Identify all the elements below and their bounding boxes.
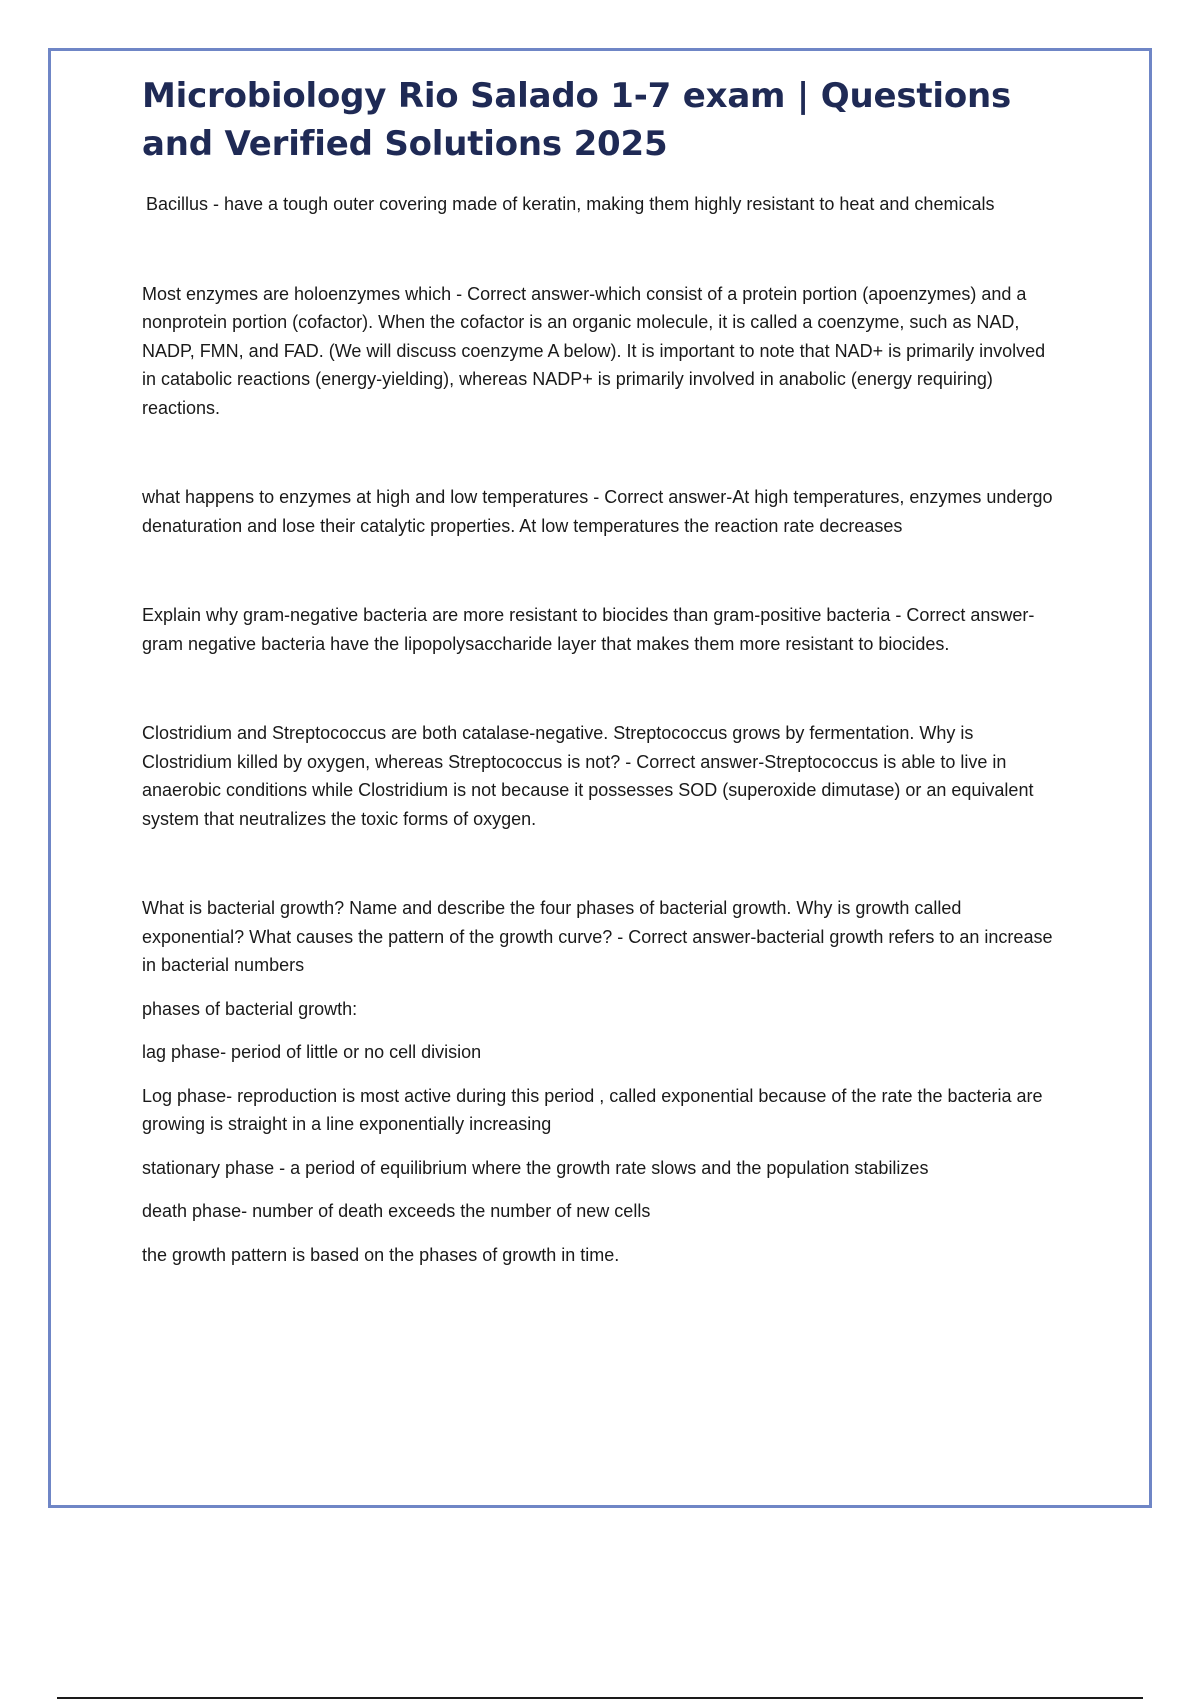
- qa-entry-gram-negative-biocides: Explain why gram-negative bacteria are more resistant to biocides than gram-positive bacteria - Correct answer-gram negative bacteria have the lipopolysaccharide layer that makes them more resistant to biocides.: [142, 605, 1035, 654]
- document-title: Microbiology Rio Salado 1-7 exam | Questions and Verified Solutions 2025: [142, 76, 1012, 164]
- qa-entry-enzyme-temperatures: what happens to enzymes at high and low temperatures - Correct answer-At high temperatures, enzymes undergo denaturation and lose their catalytic properties. At low temperatures the reaction rate decreases: [142, 487, 1053, 536]
- qa-entry-clostridium-streptococcus: Clostridium and Streptococcus are both catalase-negative. Streptococcus grows by fermentation. Why is Clostridium killed by oxygen, whereas Streptococcus is not? - Correct answer-Streptococcus is able to live in anaerobic conditions while Clostridium is not because it possesses SOD (superoxide dimutase) or an equivalent system that neutralizes the toxic forms of oxygen.: [142, 723, 1034, 829]
- growth-phase-lag: lag phase- period of little or no cell division: [142, 1042, 482, 1062]
- growth-phases-heading: phases of bacterial growth:: [142, 998, 358, 1019]
- qa-entry-holoenzymes: Most enzymes are holoenzymes which - Correct answer-which consist of a protein portion (apoenzymes) and a nonprotein portion (cofactor). When the cofactor is an organic molecule, it is called a coenzyme, such as NAD, NADP, FMN, and FAD. (We will discuss coenzyme A below). It is important to note that NAD+ is primarily involved in catabolic reactions (energy-yielding), whereas NADP+ is primarily involved in anabolic (energy requiring) reactions.: [142, 283, 1046, 418]
- growth-phase-log: Log phase- reproduction is most active during this period , called exponential because of the rate the bacteria are growing is straight in a line exponentially increasing: [142, 1085, 1043, 1134]
- growth-pattern-summary: the growth pattern is based on the phases of growth in time.: [142, 1244, 620, 1265]
- qa-entry-bacillus: Bacillus - have a tough outer covering made of keratin, making them highly resistant to heat and chemicals: [146, 194, 995, 214]
- document-content: [142, 72, 1062, 1269]
- growth-phase-stationary: stationary phase - a period of equilibrium where the growth rate slows and the population stabilizes: [142, 1157, 929, 1178]
- footer-rule: [57, 1697, 1143, 1699]
- growth-phase-death: death phase- number of death exceeds the number of new cells: [142, 1201, 651, 1221]
- qa-entry-bacterial-growth: What is bacterial growth? Name and describe the four phases of bacterial growth. Why is growth called exponential? What causes the pattern of the growth curve? - Correct answer-bacterial growth refers to an increase in bacterial numbers: [142, 898, 1053, 975]
